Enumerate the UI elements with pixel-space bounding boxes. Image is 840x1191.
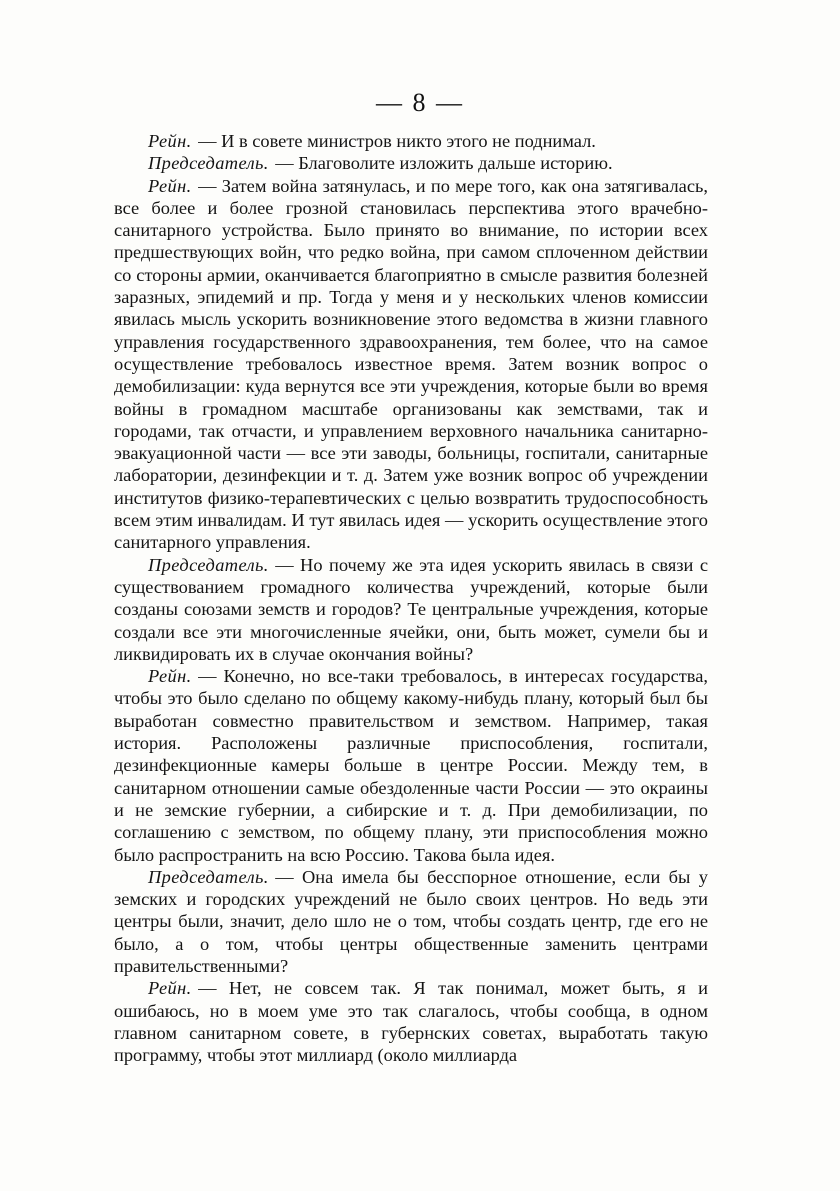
- speech-text: — Но почему же эта идея ускорить явилась в связи с существованием громадного количества учреждений, которые были созданы союзами земств и городов? Те центральные учреждения, которые создали все эти многочисленные ячейки, они, быть может, сумели бы и ликвидировать их в случае окончания войны?: [114, 554, 708, 664]
- speaker-name: Рейн.: [148, 175, 192, 196]
- paragraph: [114, 130, 708, 152]
- transcript-body: [114, 130, 708, 1066]
- page-number: — 8 —: [376, 88, 464, 117]
- speech-text: — Затем война затянулась, и по мере того, как она затягивалась, все более и более грозной становилась перспектива этого врачебно-санитарного устройства. Было принято во внимание, по истории всех предшествующих войн, что редко война, при самом сплоченном действии со стороны армии, оканчивается благоприятно в смысле развития болезней заразных, эпидемий и пр. Тогда у меня и у нескольких членов комиссии явилась мысль ускорить возникновение этого ведомства в жизни главного управления государственного здравоохранения, тем более, что на самое осуществление требовалось известное время. Затем возник вопрос о демобилизации: куда вернутся все эти учреждения, которые были во время войны в громадном масштабе организованы как земствами, так и городами, так отчасти, и управлением верховного начальника санитарно-эвакуационной части — все эти заводы, больницы, госпитали, санитарные лаборатории, дезинфекции и т. д. Затем уже возник вопрос об учреждении институтов физико-терапевтических с целью возвратить трудоспособность всем этим инвалидам. И тут явилась идея — ускорить осуществление этого санитарного управления.: [114, 175, 708, 553]
- paragraph: [114, 175, 708, 554]
- speaker-name: Председатель.: [148, 153, 269, 174]
- speaker-name: Рейн.: [148, 666, 192, 687]
- speech-text: — Благоволите изложить дальше историю.: [275, 153, 613, 174]
- speech-text: — Конечно, но все-таки требовалось, в интересах государства, чтобы это было сделано по общему какому-нибудь плану, который был бы выработан совместно правительством и земством. Например, такая история. Расположены различные приспособления, госпитали, дезинфекционные камеры больше в центре России. Между тем, в санитарном отношении самые обездоленные части России — это окраины и не земские губернии, а сибирские и т. д. При демобилизации, по соглашению с земством, по общему плану, эти приспособления можно было распространить на всю Россию. Такова была идея.: [114, 666, 708, 865]
- speech-text: — Нет, не совсем так. Я так понимал, может быть, я и ошибаюсь, но в моем уме это так слагалось, чтобы сообща, в одном главном санитарном совете, в губернских советах, выработать такую программу, чтобы этот миллиард (около миллиарда: [114, 978, 708, 1066]
- speaker-name: Председатель.: [148, 554, 269, 575]
- speaker-name: Председатель.: [148, 866, 269, 887]
- paragraph: [114, 665, 708, 866]
- speech-text: — Она имела бы бесспорное отношение, если бы у земских и городских учреждений не было своих центров. Но ведь эти центры были, значит, дело шло не о том, чтобы создать центр, где его не было, а о том, чтобы центры общественные заменить центрами правительственными?: [114, 866, 708, 976]
- paragraph: [114, 554, 708, 665]
- paragraph: [114, 152, 708, 174]
- speaker-name: Рейн.: [148, 131, 192, 151]
- speech-text: — И в совете министров никто этого не поднимал.: [198, 131, 596, 151]
- speaker-name: Рейн.: [148, 978, 192, 999]
- paragraph: [114, 977, 708, 1066]
- paragraph: [114, 866, 708, 977]
